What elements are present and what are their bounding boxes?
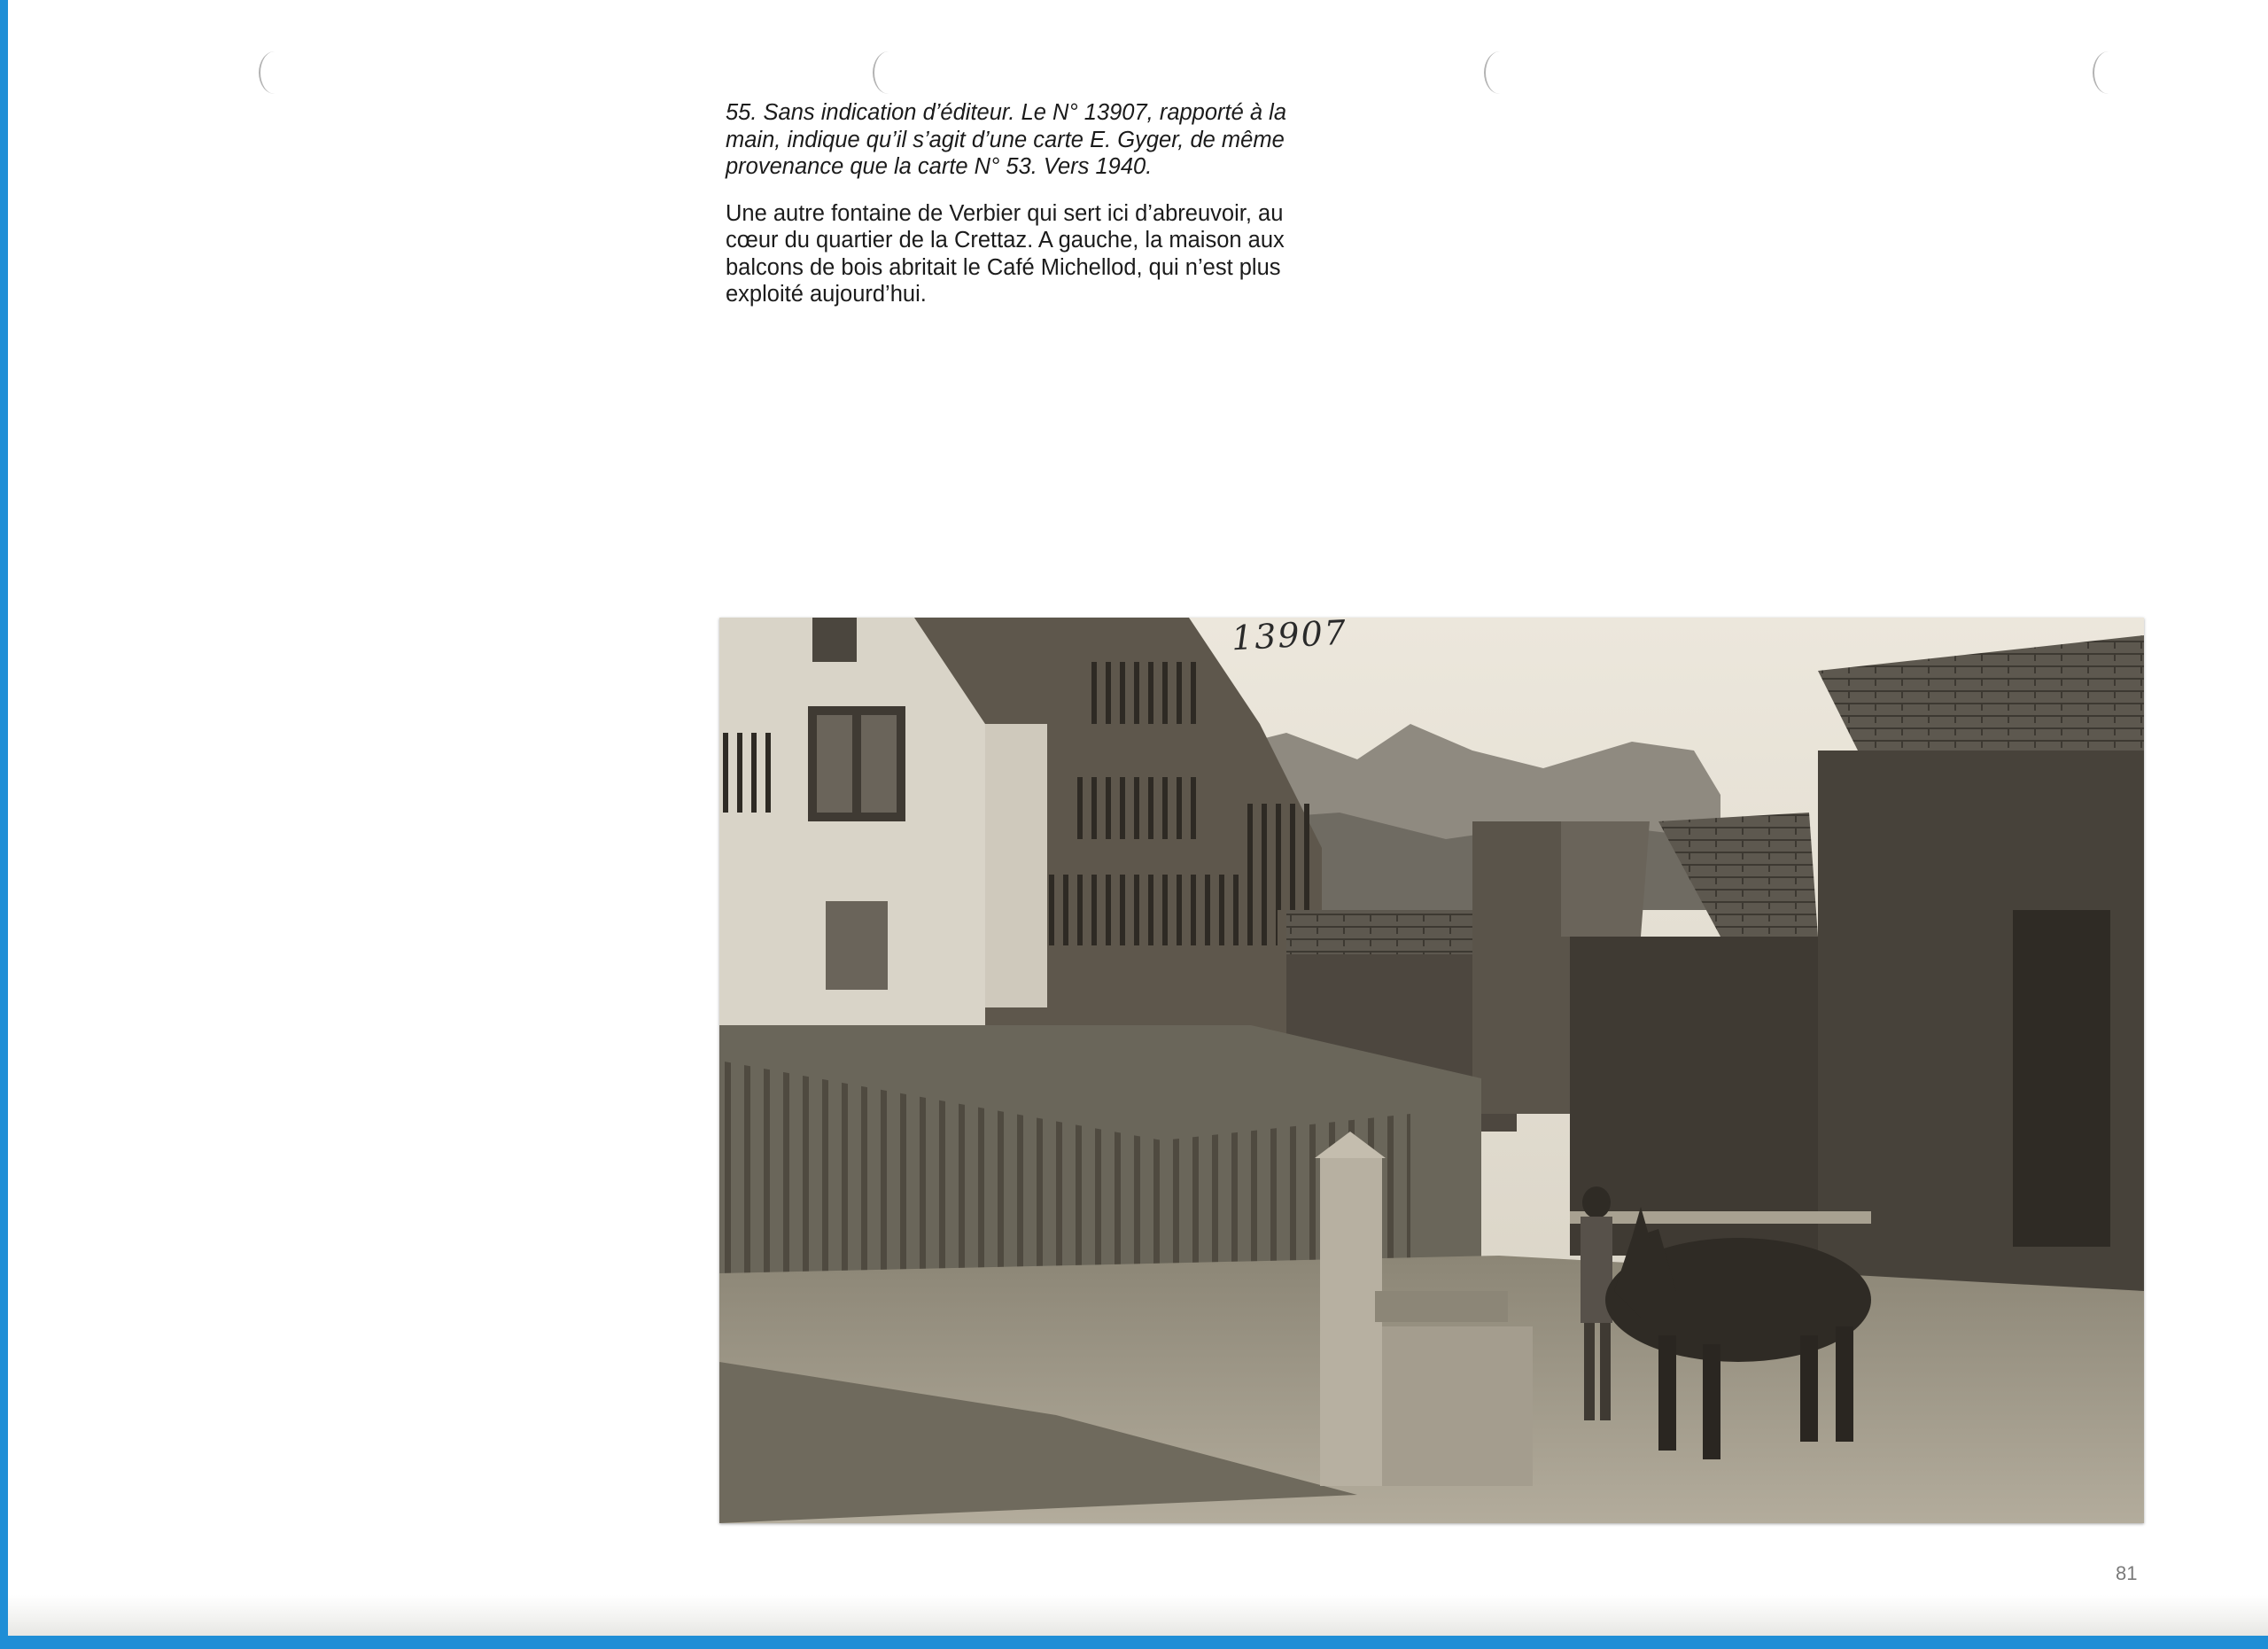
caption-line: cœur du quartier de la Crettaz. A gauche, la maison aux: [726, 228, 1285, 253]
scan-edge-bottom: [0, 1636, 2268, 1649]
photo-barn-gable: [1561, 821, 1650, 937]
scan-edge-left: [0, 0, 8, 1649]
photo-balcony: [1242, 804, 1313, 910]
photo-boy-leg: [1600, 1323, 1611, 1420]
caption-line: Une autre fontaine de Verbier qui sert ici d’abreuvoir, au: [726, 200, 1284, 226]
photo-drawing: [719, 618, 2144, 1523]
photo-shutter: [817, 715, 852, 813]
photo-boy-head: [1582, 1186, 1611, 1218]
photo-fountain-pillar: [1320, 1158, 1382, 1486]
page-bottom-shadow: [8, 1595, 2268, 1636]
binder-punch-hole: [1484, 51, 1516, 94]
photo-balcony: [1074, 777, 1198, 839]
caption-line: main, indique qu’il s’agit d’une carte E. Gyger, de même: [726, 127, 1285, 152]
photo-balcony: [1029, 875, 1278, 945]
photo-mule-leg: [1658, 1335, 1676, 1451]
caption-line: provenance que la carte N° 53. Vers 1940.: [726, 154, 1153, 179]
photo-shutter: [861, 715, 897, 813]
caption-line: balcons de bois abritait le Café Michellod, qui n’est plus: [726, 254, 1281, 280]
caption-source-note: [726, 99, 1363, 181]
village-fountain-photo: [719, 618, 2144, 1523]
photo-mule-leg: [1703, 1344, 1720, 1459]
photo-mule-leg: [1836, 1326, 1853, 1442]
photo-attic-window: [812, 618, 857, 662]
binder-punch-hole: [2093, 51, 2124, 94]
photo-wooden-pole: [1570, 1211, 1871, 1224]
photo-trough-rim: [1375, 1291, 1508, 1322]
binder-punch-hole: [873, 51, 905, 94]
photo-shutter: [826, 901, 888, 990]
photo-chalet-wall: [985, 724, 1047, 1007]
handwritten-card-number: 13907: [1230, 612, 1348, 658]
photo-doorway: [2013, 910, 2110, 1247]
photo-balcony: [1083, 662, 1198, 724]
photo-small-balcony: [719, 733, 773, 813]
caption-description: [726, 200, 1363, 308]
photo-boy-leg: [1584, 1323, 1595, 1420]
photo-mule-leg: [1800, 1335, 1818, 1442]
caption-line: 55. Sans indication d’éditeur. Le N° 13907, rapporté à la: [726, 100, 1287, 125]
page-number: 81: [2116, 1562, 2138, 1584]
photo-caption: [726, 99, 1363, 308]
binder-punch-hole: [259, 51, 291, 94]
photo-water-trough: [1382, 1326, 1533, 1486]
caption-line: exploité aujourd’hui.: [726, 282, 927, 307]
